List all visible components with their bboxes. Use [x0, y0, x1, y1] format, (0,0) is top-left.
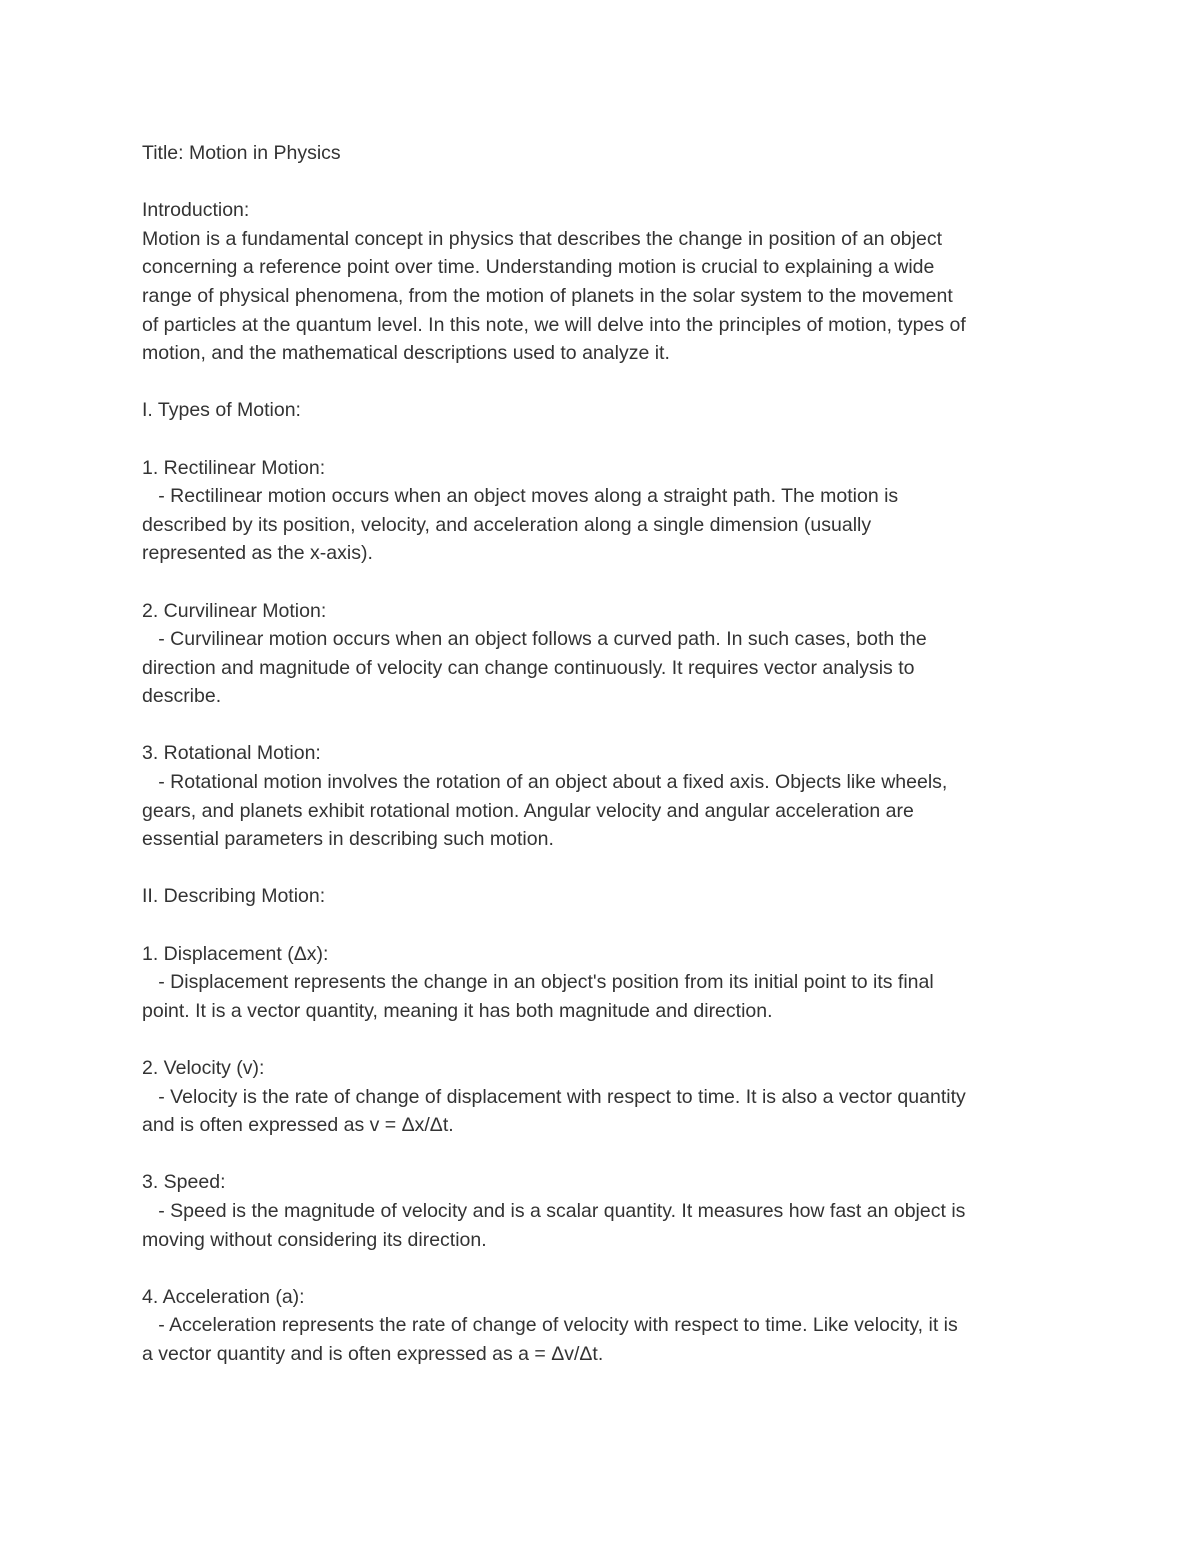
document-title: Title: Motion in Physics: [142, 142, 341, 164]
introduction-line: of particles at the quantum level. In this note, we will delve into the principles of motion, types of: [142, 313, 966, 336]
item-heading: 3. Rotational Motion:: [142, 742, 321, 765]
item-heading: 1. Displacement (Δx):: [142, 942, 329, 965]
item-velocity: [142, 1054, 1072, 1140]
item-line: gears, and planets exhibit rotational motion. Angular velocity and angular acceleration are: [142, 799, 914, 822]
introduction-heading: Introduction:: [142, 199, 250, 222]
item-rectilinear-motion: [142, 454, 1072, 568]
item-line: represented as the x-axis).: [142, 542, 373, 565]
introduction-line: range of physical phenomena, from the motion of planets in the solar system to the movement: [142, 284, 953, 307]
item-line: - Speed is the magnitude of velocity and is a scalar quantity. It measures how fast an object is: [142, 1199, 966, 1222]
item-line: - Curvilinear motion occurs when an object follows a curved path. In such cases, both the: [142, 628, 927, 651]
section-heading-types-of-motion: I. Types of Motion:: [142, 399, 301, 422]
item-line: - Rectilinear motion occurs when an object moves along a straight path. The motion is: [142, 485, 899, 508]
item-line: essential parameters in describing such motion.: [142, 828, 554, 851]
item-heading: 3. Speed:: [142, 1171, 226, 1194]
item-line: direction and magnitude of velocity can change continuously. It requires vector analysis to: [142, 656, 915, 679]
item-heading: 1. Rectilinear Motion:: [142, 456, 326, 479]
item-speed: [142, 1168, 1072, 1254]
item-heading: 2. Curvilinear Motion:: [142, 599, 327, 622]
item-line: described by its position, velocity, and acceleration along a single dimension (usually: [142, 513, 872, 536]
item-line: and is often expressed as v = Δx/Δt.: [142, 1114, 454, 1137]
item-line: - Acceleration represents the rate of change of velocity with respect to time. Like velocity, it is: [142, 1314, 958, 1337]
item-acceleration: [142, 1283, 1072, 1369]
introduction-section: [142, 196, 1072, 368]
introduction-line: Motion is a fundamental concept in physics that describes the change in position of an object: [142, 227, 942, 250]
item-heading: 4. Acceleration (a):: [142, 1285, 305, 1308]
section-describing-motion-heading-block: [142, 882, 1072, 911]
item-curvilinear-motion: [142, 597, 1072, 711]
item-line: point. It is a vector quantity, meaning it has both magnitude and direction.: [142, 999, 773, 1022]
item-line: a vector quantity and is often expressed as a = Δv/Δt.: [142, 1342, 604, 1365]
item-heading: 2. Velocity (v):: [142, 1057, 265, 1079]
section-heading-describing-motion: II. Describing Motion:: [142, 885, 326, 908]
item-line: describe.: [142, 685, 222, 708]
document-title-block: [142, 139, 1072, 168]
item-line: moving without considering its direction.: [142, 1228, 487, 1251]
introduction-line: motion, and the mathematical descriptions used to analyze it.: [142, 342, 670, 365]
item-line: - Velocity is the rate of change of displacement with respect to time. It is also a vector quantity: [142, 1085, 966, 1108]
item-rotational-motion: [142, 739, 1072, 853]
item-line: - Displacement represents the change in an object's position from its initial point to its final: [142, 971, 934, 994]
section-types-of-motion-heading-block: [142, 396, 1072, 425]
introduction-line: concerning a reference point over time. Understanding motion is crucial to explaining a wide: [142, 256, 935, 279]
document-page: [142, 139, 1072, 1397]
item-line: - Rotational motion involves the rotation of an object about a fixed axis. Objects like wheels,: [142, 771, 948, 794]
item-displacement: [142, 940, 1072, 1026]
